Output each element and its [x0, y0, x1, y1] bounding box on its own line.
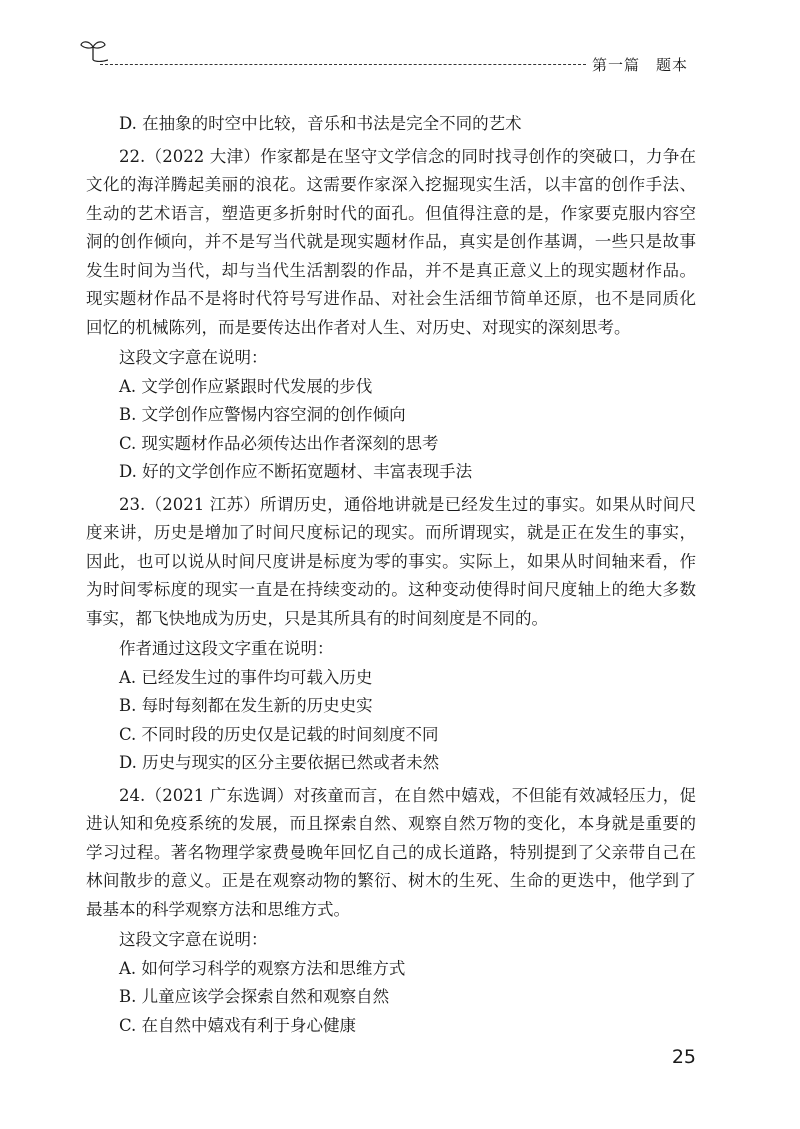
option-a: A. 文学创作应紧跟时代发展的步伐	[119, 376, 373, 396]
question-prompt: 作者通过这段文字重在说明：	[119, 639, 334, 658]
option-a: A. 已经发生过的事件均可载入历史	[119, 667, 373, 687]
question-24	[86, 782, 696, 1041]
question-22	[86, 143, 696, 487]
option-c: C. 在自然中嬉戏有利于身心健康	[119, 1015, 357, 1035]
option-d: D. 历史与现实的区分主要依据已然或者未然	[119, 753, 440, 772]
option-c: C. 不同时段的历史仅是记载的时间刻度不同	[119, 724, 439, 744]
option-b: B. 儿童应该学会探索自然和观察自然	[119, 987, 390, 1006]
page-header	[78, 36, 688, 76]
option-b: B. 每时每刻都在发生新的历史史实	[119, 696, 373, 715]
option-b: B. 文学创作应警惕内容空洞的创作倾向	[119, 405, 406, 424]
header-rule	[100, 64, 586, 65]
carryover-option: D. 在抽象的时空中比较，音乐和书法是完全不同的艺术	[119, 114, 522, 133]
option-c: C. 现实题材作品必须传达出作者深刻的思考	[119, 433, 439, 453]
question-stem: 23.（2021 江苏）所谓历史，通俗地讲就是已经发生过的事实。如果从时间尺度来讲，历史是增加了时间尺度标记的现实。而所谓现实，就是正在发生的事实，因此，也可以说从时间尺度讲是标度为零的事实。实际上，如果从时间轴来看，作为时间零标度的现实一直是在持续变动的。这种变动使得时间尺度轴上的绝大多数事实，都飞快地成为历史，只是其所具有的时间刻度是不同的。	[86, 494, 696, 628]
question-23	[86, 491, 696, 778]
option-a: A. 如何学习科学的观察方法和思维方式	[119, 958, 406, 978]
page-content	[86, 110, 696, 1040]
question-stem: 24.（2021 广东选调）对孩童而言，在自然中嬉戏，不但能有效减轻压力，促进认知和免疫系统的发展，而且探索自然、观察自然万物的变化，本身就是重要的学习过程。著名物理学家费曼晚年回忆自己的成长道路，特别提到了父亲带自己在林间散步的意义。正是在观察动物的繁衍、树木的生死、生命的更迭中，他学到了最基本的科学观察方法和思维方式。	[86, 785, 696, 919]
question-stem: 22.（2022 大津）作家都是在坚守文学信念的同时找寻创作的突破口，力争在文化的海洋腾起美丽的浪花。这需要作家深入挖掘现实生活，以丰富的创作手法、生动的艺术语言，塑造更多折射时代的面孔。但值得注意的是，作家要克服内容空洞的创作倾向，并不是写当代就是现实题材作品，真实是创作基调，一些只是故事发生时间为当代，却与当代生活割裂的作品，并不是真正意义上的现实题材作品。现实题材作品不是将时代符号写进作品、对社会生活细节简单还原，也不是同质化回忆的机械陈列，而是要传达出作者对人生、对历史、对现实的深刻思考。	[86, 146, 696, 337]
question-prompt: 这段文字意在说明：	[119, 348, 268, 367]
section-title: 第一篇 题本	[591, 56, 688, 74]
option-d: D. 好的文学创作应不断拓宽题材、丰富表现手法	[119, 462, 473, 481]
page-number: 25	[671, 1046, 696, 1068]
question-prompt: 这段文字意在说明：	[119, 930, 268, 949]
sprout-icon	[78, 38, 108, 62]
